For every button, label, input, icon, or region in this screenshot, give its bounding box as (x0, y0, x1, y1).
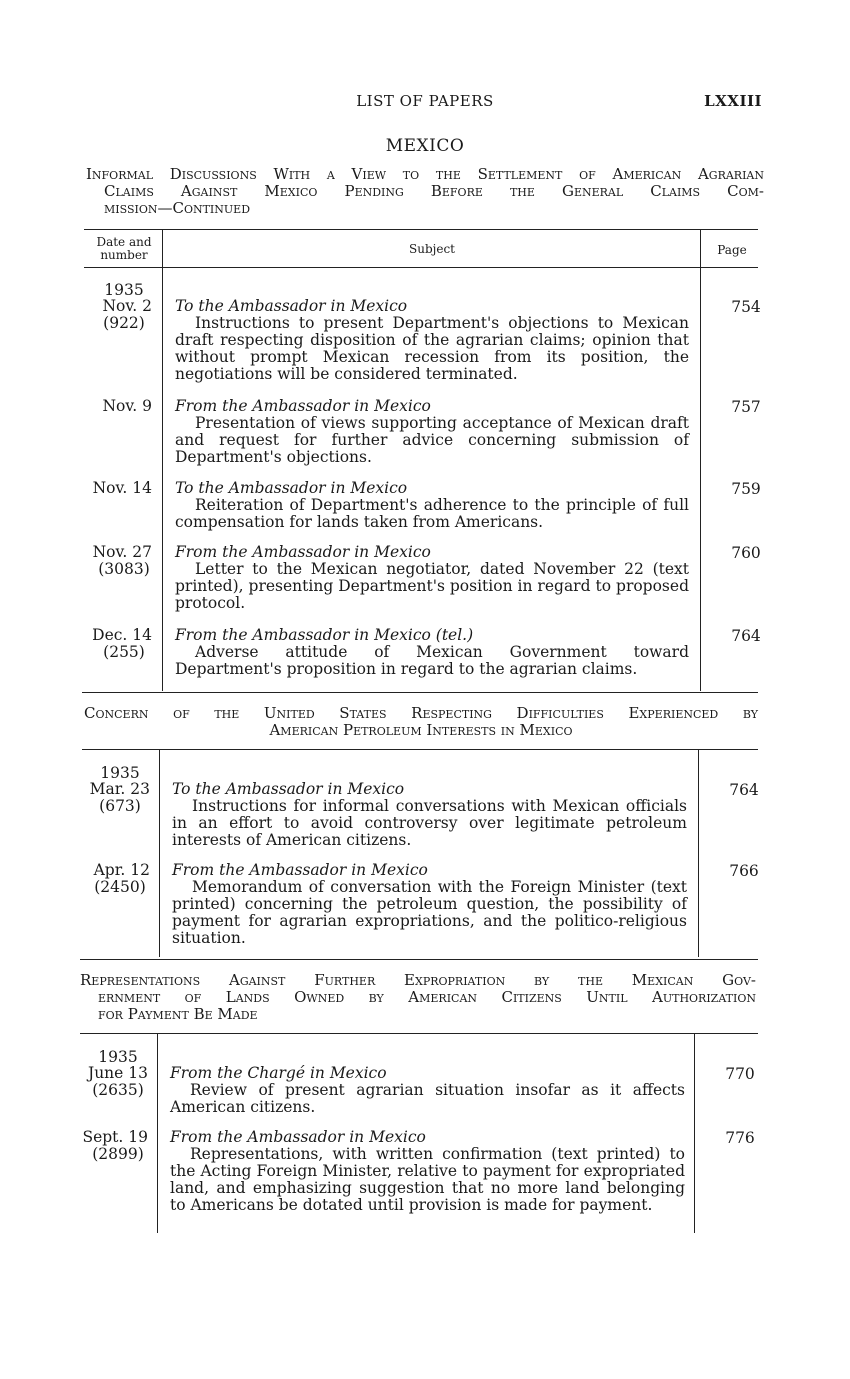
entry-page: 760 (731, 544, 761, 562)
entry-subject (175, 298, 689, 383)
entry-date-text: June 13 (87, 1064, 148, 1082)
entry-description: Adverse attitude of Mexican Government toward Department's proposition in regard to the agrarian claims. (175, 643, 689, 678)
entry-date (82, 781, 158, 815)
running-head-title: LIST OF PAPERS (356, 92, 494, 110)
entry-year: 1935 (98, 1048, 138, 1066)
entry-date-text: Nov. 27 (92, 543, 152, 561)
page-numeral: LXXIII (704, 92, 762, 110)
column-rule (157, 1033, 158, 1233)
column-rule (162, 229, 163, 691)
section-title-2 (84, 705, 758, 739)
country-heading: MEXICO (385, 136, 465, 156)
entry-description: Reiteration of Department's adherence to the principle of full compensation for lands taken from Americans. (175, 496, 689, 531)
entry-page: 776 (725, 1129, 755, 1147)
entry-addressee: To the Ambassador in Mexico (175, 297, 408, 315)
entry-page: 764 (731, 627, 761, 645)
column-rule (698, 749, 699, 957)
entry-date (80, 1129, 156, 1163)
entry-date (80, 1065, 156, 1099)
column-rule (159, 749, 160, 957)
section-title-line: mission—Continued (104, 199, 251, 217)
entry-addressee: To the Ambassador in Mexico (175, 479, 408, 497)
entry-addressee: From the Ambassador in Mexico (175, 397, 431, 415)
entry-year: 1935 (100, 764, 140, 782)
entry-addressee: To the Ambassador in Mexico (172, 780, 405, 798)
entry-description: Presentation of views supporting acceptance of Mexican draft and request for further advice concerning submission of Department's objections. (175, 414, 689, 466)
column-rule (694, 1033, 695, 1233)
entry-description: Review of present agrarian situation insofar as it affects American citizens. (170, 1081, 685, 1116)
entry-number: (2450) (94, 878, 146, 896)
entry-date (86, 627, 162, 661)
section-title-line: for Payment Be Made (98, 1005, 258, 1023)
entry-date (86, 480, 162, 497)
entry-page: 759 (731, 480, 761, 498)
section-title-line: ernment of Lands Owned by American Citizens Until Authorization (98, 988, 756, 1006)
column-rule (700, 229, 701, 691)
entry-number: (255) (103, 643, 145, 661)
entry-subject (170, 1129, 685, 1214)
table-top-rule (80, 1033, 758, 1034)
entry-date (86, 544, 162, 578)
entry-page: 764 (729, 781, 759, 799)
entry-date (86, 298, 162, 332)
entry-date (82, 862, 158, 896)
table-bottom-rule (82, 692, 758, 693)
running-head (0, 92, 850, 112)
entry-subject (175, 398, 689, 466)
table-bottom-rule (80, 959, 758, 960)
entry-page: 754 (731, 298, 761, 316)
entry-description: Representations, with written confirmation (text printed) to the Acting Foreign Minister, relative to payment for expropriated land, and emphasizing suggestion that no more land belonging to Americans be dotated until provision is made for payment. (170, 1145, 685, 1214)
entry-date-text: Nov. 14 (92, 479, 152, 497)
entry-subject (172, 781, 687, 849)
entry-description: Letter to the Mexican negotiator, dated November 22 (text printed), presenting Department's position in regard to proposed protocol. (175, 560, 689, 612)
entry-page: 770 (725, 1065, 755, 1083)
entry-number: (673) (99, 797, 141, 815)
entry-addressee: From the Ambassador in Mexico (175, 543, 431, 561)
entry-addressee: From the Ambassador in Mexico (172, 861, 428, 879)
entry-number: (3083) (98, 560, 150, 578)
entry-date (86, 398, 162, 415)
entry-addressee: From the Ambassador in Mexico (tel.) (175, 626, 474, 644)
header-date-number: Date and number (96, 235, 152, 262)
entry-subject (170, 1065, 685, 1116)
entry-number: (922) (103, 314, 145, 332)
section-title-1 (86, 166, 764, 217)
entry-subject (175, 544, 689, 612)
entry-date-text: Mar. 23 (89, 780, 150, 798)
entry-subject (175, 480, 689, 531)
section-title-line: Informal Discussions With a View to the Settlement of American Agrarian (86, 165, 764, 183)
entry-description: Instructions for informal conversations with Mexican officials in an effort to avoid controversy over legitimate petroleum interests of American citizens. (172, 797, 687, 849)
entry-subject (172, 862, 687, 947)
entry-number: (2899) (92, 1145, 144, 1163)
section-title-line: Claims Against Mexico Pending Before the General Claims Com- (104, 182, 764, 200)
entry-addressee: From the Ambassador in Mexico (170, 1128, 426, 1146)
entry-date-text: Dec. 14 (92, 626, 152, 644)
entry-date-text: Apr. 12 (93, 861, 150, 879)
section-title-line: Concern of the United States Respecting Difficulties Experienced by (84, 704, 758, 722)
entry-subject (175, 627, 689, 678)
table-top-rule (84, 229, 758, 230)
entry-page: 766 (729, 862, 759, 880)
section-title-3 (80, 972, 756, 1023)
entry-date-text: Nov. 9 (102, 397, 152, 415)
entry-page: 757 (731, 398, 761, 416)
header-bottom-rule (84, 267, 758, 268)
table-top-rule (82, 749, 758, 750)
section-title-line: Representations Against Further Expropriation by the Mexican Gov- (80, 971, 756, 989)
entry-addressee: From the Chargé in Mexico (170, 1064, 387, 1082)
header-subject: Subject (409, 242, 455, 256)
entry-description: Memorandum of conversation with the Foreign Minister (text printed) concerning the petroleum question, the possibility of payment for agrarian expropriations, and the politico-religious situation. (172, 878, 687, 947)
entry-description: Instructions to present Department's objections to Mexican draft respecting disposition of the agrarian claims; opinion that without prompt Mexican recession from its position, the negotiations will be considered terminated. (175, 314, 689, 383)
entry-number: (2635) (92, 1081, 144, 1099)
entry-date-text: Sept. 19 (82, 1128, 148, 1146)
entry-year: 1935 (104, 281, 144, 299)
entry-date-text: Nov. 2 (102, 297, 152, 315)
section-title-line: American Petroleum Interests in Mexico (269, 721, 573, 739)
header-page: Page (717, 243, 747, 257)
